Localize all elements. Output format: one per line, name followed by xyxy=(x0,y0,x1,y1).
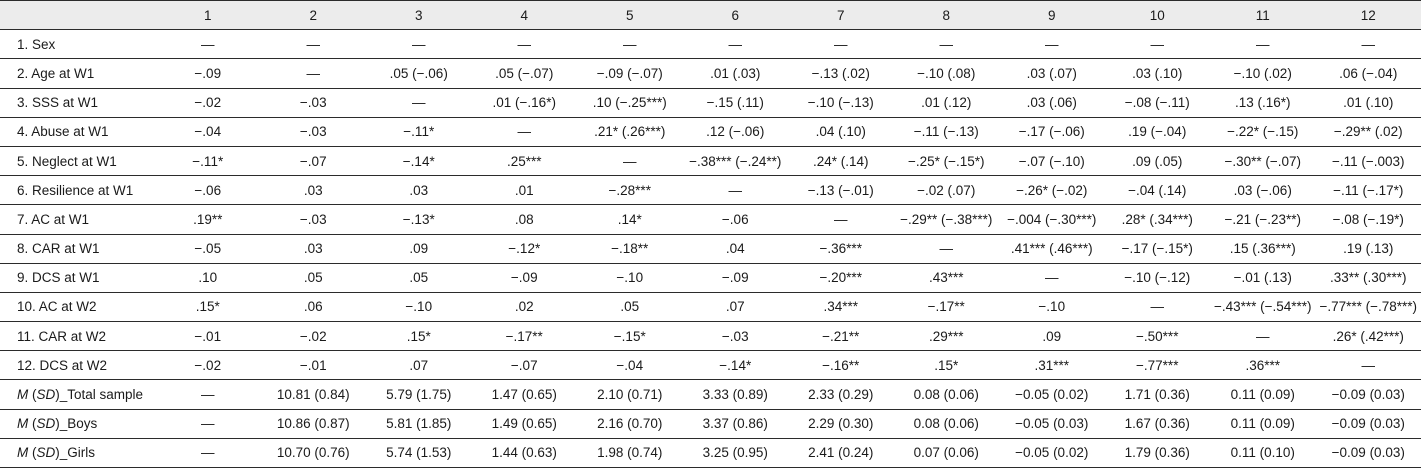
table-cell: −.17 (−.15*) xyxy=(1121,241,1193,257)
table-cell: .28* (.34***) xyxy=(1121,211,1193,227)
table-cell: −.26* (−.02) xyxy=(1016,182,1088,198)
table-cell: −.13 (−.01) xyxy=(807,182,874,198)
table-cell: — xyxy=(834,36,848,52)
table-cell: .05 (−.06) xyxy=(389,65,448,81)
table-cell: −.15* xyxy=(613,328,646,344)
table-cell: — xyxy=(1361,357,1375,373)
table-row xyxy=(0,292,1421,321)
table-cell: −.11* xyxy=(403,124,435,140)
table-cell: −.17** xyxy=(927,299,965,315)
table-cell: −.10 (.08) xyxy=(917,65,976,81)
table-cell: .33** (.30***) xyxy=(1329,270,1407,286)
table-cell: .34*** xyxy=(823,299,859,315)
summary-cell: 2.33 (0.29) xyxy=(808,387,874,403)
table-cell: .24* (.14) xyxy=(812,153,869,169)
table-cell: — xyxy=(1256,36,1270,52)
table-row xyxy=(0,205,1421,234)
table-cell: −.13 (.02) xyxy=(811,65,870,81)
col-header-6: 6 xyxy=(683,1,789,30)
mean-symbol: M xyxy=(17,387,29,403)
table-cell: −.10 xyxy=(405,299,433,315)
table-cell: −.03 xyxy=(299,124,327,140)
summary-cell: 5.74 (1.53) xyxy=(386,445,452,461)
table-cell: −.25* (−.15*) xyxy=(907,153,985,169)
table-row xyxy=(0,117,1421,146)
table-cell: −.21 (−.23**) xyxy=(1224,211,1302,227)
table-cell: −.21** xyxy=(822,328,860,344)
table-cell: .14* xyxy=(617,211,642,227)
label-group: )_Total sample xyxy=(55,387,144,403)
col-header-12: 12 xyxy=(1316,1,1421,30)
summary-cell: 1.71 (0.36) xyxy=(1124,387,1190,403)
summary-cell: 0.11 (0.09) xyxy=(1230,387,1295,403)
table-cell: — xyxy=(728,182,742,198)
summary-cell: 5.81 (1.85) xyxy=(386,416,452,432)
summary-cell: — xyxy=(201,416,215,432)
table-cell: −.09 xyxy=(721,270,749,286)
table-cell: .03 (.06) xyxy=(1026,95,1077,111)
table-cell: .06 (−.04) xyxy=(1339,65,1398,81)
table-cell: −.10 (−.12) xyxy=(1124,270,1191,286)
header-corner xyxy=(0,1,155,30)
sd-symbol: SD xyxy=(36,445,56,461)
table-cell: .05 xyxy=(620,299,640,315)
summary-cell: −0.09 (0.03) xyxy=(1331,445,1405,461)
table-cell: −.01 xyxy=(194,328,222,344)
summary-cell: −0.09 (0.03) xyxy=(1331,387,1405,403)
col-header-4: 4 xyxy=(472,1,578,30)
table-cell: .15 (.36***) xyxy=(1229,241,1296,257)
summary-cell: 3.37 (0.86) xyxy=(702,416,768,432)
table-cell: .09 (.05) xyxy=(1132,153,1183,169)
table-cell: .07 xyxy=(725,299,745,315)
table-cell: — xyxy=(939,241,953,257)
table-cell: .01 xyxy=(514,182,534,198)
row-label: 12. DCS at W2 xyxy=(17,357,108,373)
summary-cell: 2.29 (0.30) xyxy=(808,416,874,432)
table-cell: −.10 xyxy=(616,270,644,286)
table-cell: .09 xyxy=(409,241,429,257)
summary-cell: 3.33 (0.89) xyxy=(702,387,768,403)
summary-cell: −0.05 (0.03) xyxy=(1015,416,1089,432)
table-cell: −.06 xyxy=(194,182,222,198)
summary-cell: — xyxy=(201,445,215,461)
summary-cell: 5.79 (1.75) xyxy=(386,387,452,403)
summary-cell: 10.86 (0.87) xyxy=(276,416,350,432)
summary-cell: −0.05 (0.02) xyxy=(1015,387,1089,403)
table-cell: −.29** (−.38***) xyxy=(900,211,993,227)
table-row xyxy=(0,351,1421,380)
table-cell: .21* (.26***) xyxy=(594,124,666,140)
table-cell: −.10 (−.13) xyxy=(807,95,874,111)
table-row xyxy=(0,30,1421,59)
table-cell: .05 xyxy=(303,270,323,286)
table-cell: −.01 (.13) xyxy=(1233,270,1292,286)
summary-cell: 1.79 (0.36) xyxy=(1124,445,1190,461)
table-cell: .41*** (.46***) xyxy=(1010,241,1093,257)
label-group: )_Boys xyxy=(55,416,98,432)
summary-cell: 1.98 (0.74) xyxy=(597,445,663,461)
summary-row-label xyxy=(0,438,155,467)
table-cell: .03 xyxy=(303,182,323,198)
summary-cell: 0.07 (0.06) xyxy=(913,445,979,461)
summary-row xyxy=(0,380,1421,409)
table-cell: −.03 xyxy=(721,328,749,344)
table-cell: −.77*** xyxy=(1136,357,1179,373)
table-row xyxy=(0,263,1421,292)
table-cell: .01 (−.16*) xyxy=(492,95,556,111)
table-row xyxy=(0,146,1421,175)
summary-row-label xyxy=(0,380,155,409)
summary-cell: 10.81 (0.84) xyxy=(276,387,350,403)
table-cell: — xyxy=(1150,299,1164,315)
table-cell: .43*** xyxy=(928,270,964,286)
table-row xyxy=(0,176,1421,205)
table-cell: .01 (.03) xyxy=(710,65,761,81)
summary-row xyxy=(0,409,1421,438)
summary-cell: 0.11 (0.09) xyxy=(1230,416,1295,432)
table-cell: −.04 xyxy=(616,357,644,373)
table-cell: −.12* xyxy=(508,241,541,257)
table-cell: .03 xyxy=(409,182,429,198)
table-cell: −.09 xyxy=(510,270,538,286)
summary-cell: −0.05 (0.02) xyxy=(1015,445,1089,461)
table-cell: −.16** xyxy=(822,357,860,373)
summary-row xyxy=(0,438,1421,467)
table-cell: — xyxy=(306,65,320,81)
table-cell: .05 (−.07) xyxy=(495,65,554,81)
table-cell: −.02 xyxy=(194,95,222,111)
summary-cell: 2.41 (0.24) xyxy=(808,445,874,461)
table-cell: .05 xyxy=(409,270,429,286)
table-cell: −.11 (−.17*) xyxy=(1333,182,1404,198)
label-paren-open: ( xyxy=(28,445,37,461)
table-cell: .25*** xyxy=(506,153,542,169)
table-cell: −.11 (−.13) xyxy=(913,124,979,140)
table-cell: −.02 xyxy=(299,328,327,344)
table-cell: .10 xyxy=(198,270,218,286)
col-header-2: 2 xyxy=(261,1,367,30)
summary-cell: 10.70 (0.76) xyxy=(276,445,350,461)
table-cell: −.14* xyxy=(719,357,752,373)
table-cell: −.07 (−.10) xyxy=(1018,153,1085,169)
table-cell: — xyxy=(1150,36,1164,52)
col-header-10: 10 xyxy=(1105,1,1211,30)
summary-cell: 1.67 (0.36) xyxy=(1124,416,1190,432)
table-cell: .15* xyxy=(934,357,959,373)
table-cell: .10 (−.25***) xyxy=(592,95,667,111)
mean-symbol: M xyxy=(17,416,29,432)
header-row xyxy=(0,1,1421,30)
table-cell: −.07 xyxy=(510,357,538,373)
table-cell: −.05 xyxy=(194,241,222,257)
table-cell: .19** xyxy=(193,211,223,227)
col-header-8: 8 xyxy=(894,1,1000,30)
col-header-11: 11 xyxy=(1210,1,1316,30)
col-header-1: 1 xyxy=(155,1,261,30)
table-row xyxy=(0,88,1421,117)
table-cell: −.07 xyxy=(299,153,327,169)
table-cell: −.36*** xyxy=(819,241,862,257)
summary-cell: 0.08 (0.06) xyxy=(913,416,979,432)
table-cell: .04 xyxy=(725,241,745,257)
table-cell: −.01 xyxy=(299,357,327,373)
table-cell: — xyxy=(939,36,953,52)
col-header-9: 9 xyxy=(999,1,1105,30)
summary-cell: 1.44 (0.63) xyxy=(491,445,557,461)
col-header-7: 7 xyxy=(788,1,894,30)
table-cell: −.02 xyxy=(194,357,222,373)
table-cell: −.04 (.14) xyxy=(1128,182,1187,198)
table-cell: −.28*** xyxy=(608,182,651,198)
table-cell: −.17** xyxy=(505,328,543,344)
row-label: 1. Sex xyxy=(17,36,56,52)
table-cell: −.02 (.07) xyxy=(917,182,976,198)
table-cell: .19 (−.04) xyxy=(1128,124,1187,140)
col-header-5: 5 xyxy=(577,1,683,30)
table-cell: — xyxy=(1361,36,1375,52)
table-cell: .12 (−.06) xyxy=(706,124,765,140)
table-cell: — xyxy=(306,36,320,52)
row-label: 7. AC at W1 xyxy=(17,211,90,227)
row-label: 3. SSS at W1 xyxy=(17,95,99,111)
table-cell: — xyxy=(623,153,637,169)
table-cell: −.10 (.02) xyxy=(1233,65,1292,81)
table-cell: −.43*** (−.54***) xyxy=(1213,299,1312,315)
row-label: 11. CAR at W2 xyxy=(17,328,107,344)
table-cell: .06 xyxy=(303,299,323,315)
table-cell: .01 (.10) xyxy=(1343,95,1394,111)
table-cell: −.77*** (−.78***) xyxy=(1319,299,1418,315)
summary-cell: — xyxy=(201,387,215,403)
table-cell: .08 xyxy=(514,211,534,227)
table-cell: .29*** xyxy=(928,328,964,344)
table-cell: .03 (−.06) xyxy=(1233,182,1292,198)
label-paren-open: ( xyxy=(28,387,37,403)
row-label: 8. CAR at W1 xyxy=(17,241,100,257)
table-cell: −.30** (−.07) xyxy=(1224,153,1302,169)
table-cell: −.10 xyxy=(1038,299,1066,315)
table-cell: — xyxy=(728,36,742,52)
table-cell: — xyxy=(1045,36,1059,52)
summary-cell: 3.25 (0.95) xyxy=(702,445,768,461)
summary-row-label xyxy=(0,409,155,438)
table-cell: −.06 xyxy=(721,211,749,227)
row-label: 9. DCS at W1 xyxy=(17,270,100,286)
summary-cell: −0.09 (0.03) xyxy=(1331,416,1405,432)
table-cell: — xyxy=(1256,328,1270,344)
table-cell: .19 (.13) xyxy=(1343,241,1394,257)
sd-symbol: SD xyxy=(36,387,56,403)
table-cell: .31*** xyxy=(1034,357,1070,373)
table-cell: .03 (.10) xyxy=(1132,65,1183,81)
table-cell: −.22* (−.15) xyxy=(1227,124,1299,140)
row-label: 10. AC at W2 xyxy=(17,299,97,315)
table-cell: −.004 (−.30***) xyxy=(1007,211,1097,227)
table-cell: −.15 (.11) xyxy=(706,95,764,111)
table-cell: .02 xyxy=(514,299,534,315)
table-cell: .09 xyxy=(1042,328,1062,344)
summary-cell: 2.10 (0.71) xyxy=(597,387,663,403)
table-cell: .01 (.12) xyxy=(921,95,972,111)
table-cell: −.03 xyxy=(299,95,327,111)
table-cell: .13 (.16*) xyxy=(1234,95,1291,111)
table-cell: .15* xyxy=(406,328,431,344)
table-cell: −.14* xyxy=(402,153,435,169)
table-cell: −.03 xyxy=(299,211,327,227)
table-cell: −.09 (−.07) xyxy=(596,65,663,81)
table-cell: .15* xyxy=(195,299,220,315)
table-cell: −.50*** xyxy=(1136,328,1179,344)
table-cell: .03 (.07) xyxy=(1026,65,1077,81)
table-row xyxy=(0,322,1421,351)
table-cell: −.11 (−.003) xyxy=(1331,153,1405,169)
summary-cell: 0.08 (0.06) xyxy=(913,387,979,403)
row-label: 2. Age at W1 xyxy=(17,65,95,81)
table-cell: −.38*** (−.24**) xyxy=(689,153,782,169)
table-cell: — xyxy=(517,36,531,52)
table-cell: .36*** xyxy=(1245,357,1281,373)
summary-cell: 1.47 (0.65) xyxy=(491,387,557,403)
table-cell: .04 (.10) xyxy=(815,124,866,140)
summary-cell: 2.16 (0.70) xyxy=(597,416,663,432)
table-cell: −.11* xyxy=(192,153,224,169)
label-group: )_Girls xyxy=(55,445,96,461)
sd-symbol: SD xyxy=(36,416,56,432)
table-cell: — xyxy=(623,36,637,52)
table-cell: .26* (.42***) xyxy=(1332,328,1404,344)
row-label: 4. Abuse at W1 xyxy=(17,124,109,140)
table-cell: — xyxy=(201,36,215,52)
table-cell: −.17 (−.06) xyxy=(1018,124,1085,140)
table-cell: −.08 (−.11) xyxy=(1124,95,1190,111)
table-cell: .03 xyxy=(303,241,323,257)
table-row xyxy=(0,234,1421,263)
table-cell: −.13* xyxy=(402,211,435,227)
table-cell: −.29** (.02) xyxy=(1333,124,1403,140)
table-cell: — xyxy=(412,95,426,111)
row-label: 6. Resilience at W1 xyxy=(17,182,134,198)
row-label: 5. Neglect at W1 xyxy=(17,153,117,169)
table-cell: — xyxy=(1045,270,1059,286)
summary-cell: 0.11 (0.10) xyxy=(1230,445,1295,461)
col-header-3: 3 xyxy=(366,1,472,30)
mean-symbol: M xyxy=(17,445,29,461)
table-cell: −.20*** xyxy=(819,270,862,286)
table-cell: −.09 xyxy=(194,65,222,81)
table-cell: .07 xyxy=(409,357,429,373)
table-cell: — xyxy=(412,36,426,52)
table-cell: −.08 (−.19*) xyxy=(1332,211,1404,227)
table-cell: — xyxy=(834,211,848,227)
summary-cell: 1.49 (0.65) xyxy=(491,416,557,432)
table-cell: — xyxy=(517,124,531,140)
table-cell: −.04 xyxy=(194,124,222,140)
table-cell: −.18** xyxy=(611,241,649,257)
label-paren-open: ( xyxy=(28,416,37,432)
table-row xyxy=(0,59,1421,88)
